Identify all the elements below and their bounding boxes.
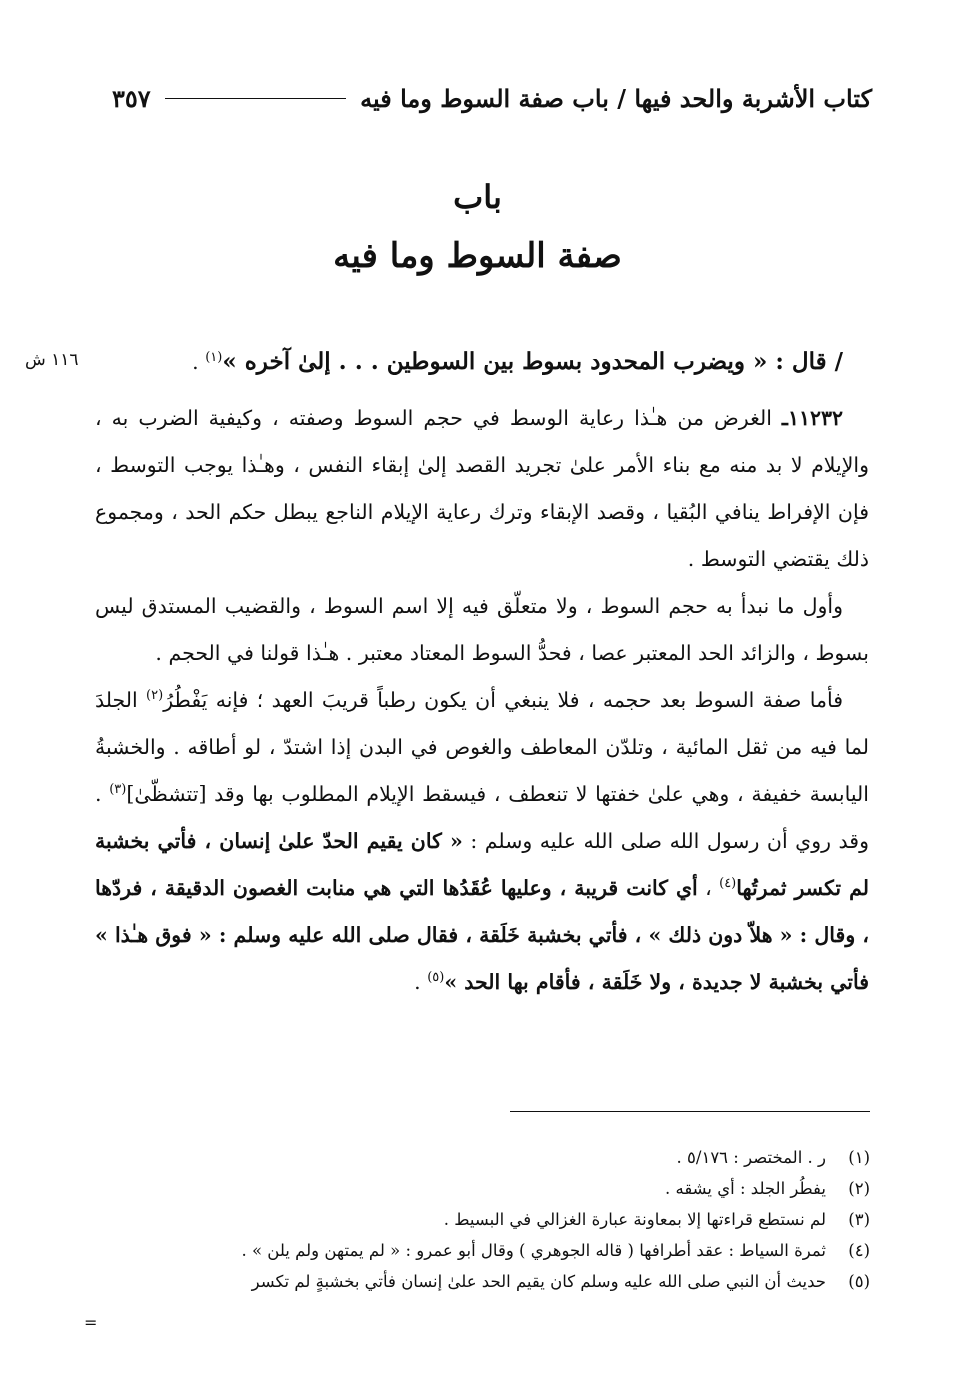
header-rule	[165, 98, 346, 99]
chapter-heading-bab: باب	[453, 178, 502, 216]
paragraph-3-part-d: ،	[697, 876, 720, 900]
footnote-2	[80, 1173, 870, 1204]
paragraph-1-text: الغرض من هـٰذا رعاية الوسط في حجم السوط وصفته ، وكيفية الضرب به ، والإيلام لا بد منه مع بناء الأمر علىٰ تجريد القصد إلىٰ إبقاء النفس ، وهـٰذا يوجب التوسط ، فإن الإفراط ينافي البُقيا ، وقصد الإبقاء وترك رعاية الإيلام الناجع يبطل حكم الحد ، ومجموع ذلك يقتضي التوسط .	[95, 406, 869, 571]
chapter-heading-title: صفة السوط وما فيه	[333, 236, 622, 276]
hadith-quote-2: أي كانت قريبة ، وعليها عُقَدُها التي هي منابت الغصون الدقيقة ، فردّها ، وقال : « هلاّ دون ذلك » ، فأتي بخشبة خَلَقة ، فقال صلى الله عليه وسلم : « فوق هـٰذا » فأتي بخشبة لا جديدة ، ولا خَلَقة ، فأقام بها الحد »	[95, 876, 869, 994]
running-header	[112, 80, 872, 116]
footnote-text: لم نستطع قراءتها إلا بمعاونة عبارة الغزالي في البسيط .	[443, 1210, 826, 1229]
footnote-5	[80, 1266, 870, 1297]
footnote-ref-2: (٢)	[146, 688, 164, 704]
paragraph-2-text: وأول ما نبدأ به حجم السوط ، ولا متعلّق فيه إلا اسم السوط ، والقضيب المستدق ليس بسوط ، والزائد الحد المعتبر عصا ، فحدُّ السوط المعتاد معتبر . هـٰذا قولنا في الحجم .	[95, 594, 869, 665]
paragraph-3-part-b: الجلدَ لما فيه من ثقل المائية ، وتلدّن المعاطف والغوص في البدن إذا اشتدّ ، لو أطاقه . والخشبةُ اليابسة خفيفة ، وهي علىٰ خفتها لا تنعطف ، فيسقط الإيلام المطلوب بها وقد [تتشظّىٰ]	[95, 688, 869, 806]
paragraph-3-end: .	[414, 970, 428, 994]
footnote-3	[80, 1204, 870, 1235]
paragraph-number: ١١٢٣٢ـ	[781, 406, 843, 430]
footnote-number: (٢)	[848, 1179, 870, 1198]
margin-folio-note: ١١٦ ش	[25, 350, 79, 370]
footnote-number: (٤)	[848, 1241, 870, 1260]
qual-line	[95, 338, 869, 386]
footnote-ref-3: (٣)	[109, 782, 127, 798]
footnote-1	[80, 1142, 870, 1173]
footnote-text: يفطُر الجلد : أي يشقه .	[665, 1179, 826, 1198]
footnote-ref-5: (٥)	[427, 970, 445, 986]
paragraph-2	[95, 583, 869, 677]
page-number: ٣٥٧	[112, 83, 151, 113]
paragraph-3-part-c: . وقد روي أن رسول الله صلى الله عليه وسلم :	[95, 782, 870, 853]
footnote-ref-4: (٤)	[719, 876, 737, 892]
footnote-number: (٥)	[848, 1272, 870, 1291]
qual-end: .	[192, 350, 206, 374]
footnote-4	[80, 1235, 870, 1266]
continuation-mark: =	[84, 1313, 98, 1332]
paragraph-3-part-a: فأما صفة السوط بعد حجمه ، فلا ينبغي أن يكون رطباً قريبَ العهد ؛ فإنه يَفْطُرُ	[163, 688, 843, 712]
footnotes	[80, 1142, 870, 1297]
main-text	[95, 338, 869, 1006]
paragraph-11232	[95, 395, 869, 583]
paragraph-3	[95, 677, 869, 1006]
footnote-text: حديث أن النبي صلى الله عليه وسلم كان يقيم الحد علىٰ إنسان فأتي بخشبةٍ لم تكسر	[251, 1272, 826, 1291]
header-title: كتاب الأشربة والحد فيها / باب صفة السوط وما فيه	[360, 83, 872, 113]
qual-quote: / قال : « ويضرب المحدود بسوط بين السوطين . . . إلىٰ آخره »	[222, 348, 843, 375]
footnote-ref-1: (١)	[205, 350, 223, 366]
footnote-number: (١)	[848, 1148, 870, 1167]
hadith-quote-1: « كان يقيم الحدّ علىٰ إنسان ، فأتي بخشبة لم تكسر ثمرتُها	[95, 829, 869, 900]
footnote-separator	[510, 1111, 870, 1112]
footnote-text: ثمرة السياط : عقد أطرافها ( قاله الجوهري ) وقال أبو عمرو : « لم يمتهن ولم يلن » .	[241, 1241, 826, 1260]
footnote-text: ر . المختصر : ٥/١٧٦ .	[676, 1148, 826, 1167]
footnote-number: (٣)	[848, 1210, 870, 1229]
